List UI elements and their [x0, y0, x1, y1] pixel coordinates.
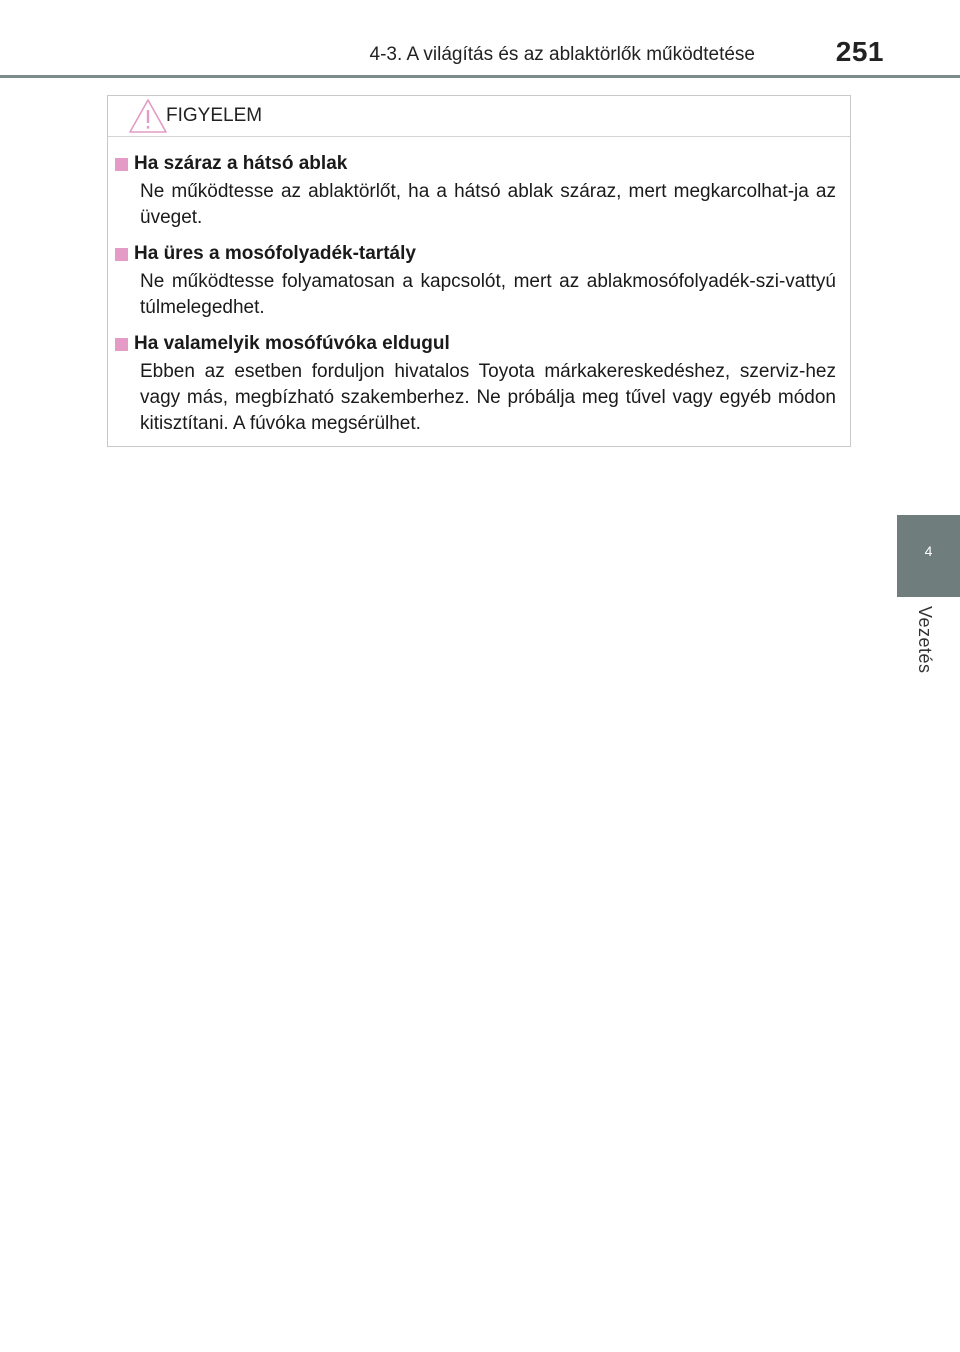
warning-box: [107, 95, 851, 447]
warning-section: [115, 331, 836, 437]
section-heading-text: Ha üres a mosófolyadék-tartály: [134, 243, 416, 264]
warning-section: [115, 151, 836, 231]
chapter-tab-label: Vezetés: [915, 606, 935, 674]
warning-header: [108, 96, 850, 137]
square-bullet-icon: [115, 158, 128, 171]
warning-label: FIGYELEM: [166, 105, 263, 126]
section-heading-text: Ha valamelyik mosófúvóka eldugul: [134, 333, 450, 354]
warning-section: [115, 241, 836, 321]
section-heading: [115, 151, 836, 177]
chapter-tab-number: 4: [924, 543, 933, 559]
section-text: Ebben az esetben forduljon hivatalos Toyota márkakereskedéshez, szerviz-hez vagy más, megbízható szakemberhez. Ne próbálja meg tűvel vagy egyéb módon kitisztítani. A fúvóka megsérülhet.: [140, 361, 836, 434]
square-bullet-icon: [115, 248, 128, 261]
section-text: Ne működtesse az ablaktörlőt, ha a hátsó ablak száraz, mert megkarcolhat-ja az üveget.: [140, 181, 836, 228]
chapter-title: 4-3. A világítás és az ablaktörlők működtetése: [369, 44, 755, 65]
warning-triangle-icon: [128, 98, 168, 134]
section-text: Ne működtesse folyamatosan a kapcsolót, mert az ablakmosófolyadék-szi-vattyú túlmelegedhet.: [140, 271, 836, 318]
section-heading: [115, 241, 836, 267]
header-divider: [0, 75, 960, 78]
square-bullet-icon: [115, 338, 128, 351]
page-number: 251: [835, 36, 884, 67]
warning-body: [108, 137, 850, 437]
section-heading: [115, 331, 836, 357]
section-heading-text: Ha száraz a hátsó ablak: [134, 153, 348, 174]
chapter-tab[interactable]: [897, 515, 960, 597]
